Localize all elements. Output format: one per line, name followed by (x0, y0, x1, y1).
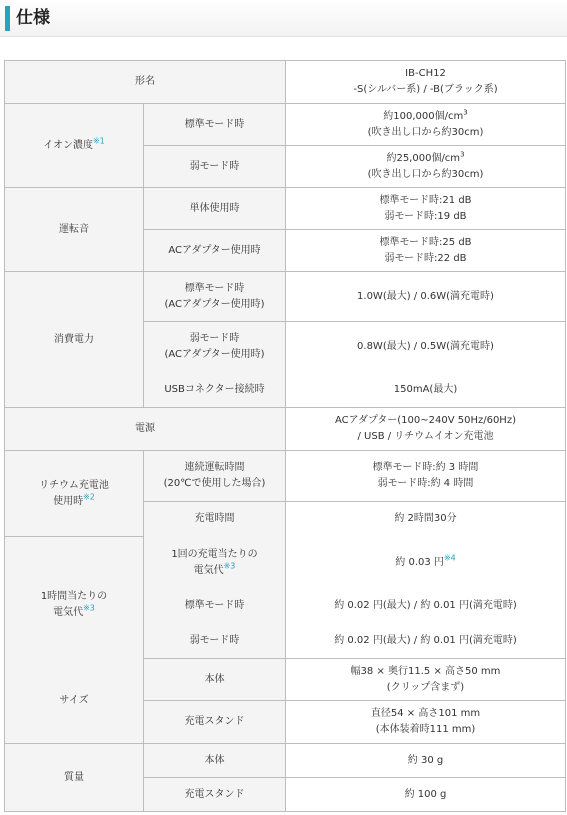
hourly-weak-value: 約 0.02 円(最大) / 約 0.01 円(満充電時) (286, 623, 566, 659)
power-label: 消費電力 (5, 272, 144, 408)
noise-single-label: 単体使用時 (144, 188, 286, 230)
ion-standard-value (286, 104, 566, 146)
battery-continuous-label-line1: 連続運転時間 (184, 462, 245, 473)
model-line1: IB-CH12 (405, 68, 446, 79)
ion-standard-line2: (吹き出し口から約30cm) (367, 126, 484, 138)
battery-note: ※2 (83, 492, 95, 502)
ion-weak-line2: (吹き出し口から約30cm) (367, 168, 484, 180)
size-stand-label: 充電スタンド (144, 701, 286, 744)
battery-continuous-line1: 標準モード時:約 3 時間 (372, 462, 479, 473)
size-label: サイズ (5, 659, 144, 744)
table-row (5, 272, 566, 322)
ion-standard-label: 標準モード時 (144, 104, 286, 146)
battery-charge-label: 充電時間 (144, 502, 286, 537)
header-accent-bar (5, 6, 10, 31)
battery-label (5, 451, 144, 537)
power-weak-label-line1: 弱モード時 (189, 332, 240, 344)
hourly-weak-label: 弱モード時 (144, 623, 286, 659)
power-standard-label-line1: 標準モード時 (184, 282, 245, 294)
noise-ac-value (286, 230, 566, 272)
size-stand-value (286, 701, 566, 744)
noise-single-line2: 弱モード時:19 dB (384, 210, 467, 222)
table-row (5, 744, 566, 778)
battery-charge-value: 約 2時間30分 (286, 502, 566, 537)
ion-standard-prefix: 約100,000個/cm (383, 110, 464, 122)
ion-note: ※1 (92, 136, 105, 146)
weight-label: 質量 (5, 744, 144, 812)
size-body-label: 本体 (144, 659, 286, 701)
table-row (5, 451, 566, 502)
hourly-standard-value: 約 0.02 円(最大) / 約 0.01 円(満充電時) (286, 589, 566, 623)
power-weak-value: 0.8W(最大) / 0.5W(満充電時) (286, 322, 566, 372)
hourly-note: ※3 (83, 603, 95, 613)
table-row (5, 408, 566, 451)
table-row (5, 537, 566, 589)
power-standard-label (144, 272, 286, 322)
battery-per-charge-note: ※3 (223, 561, 236, 571)
battery-continuous-value (286, 451, 566, 502)
noise-ac-line2: 弱モード時:22 dB (384, 252, 467, 264)
hourly-label-line1: 1時間当たりの (40, 591, 108, 602)
model-line2: -S(シルバー系) / -B(ブラック系) (353, 84, 498, 95)
battery-per-charge-label-line1: 1回の充電当たりの (171, 548, 258, 560)
battery-per-charge-label-line2-wrap (147, 563, 282, 579)
table-row (5, 659, 566, 701)
size-stand-line1: 直径54 × 高さ101 mm (370, 708, 481, 719)
table-row (5, 61, 566, 104)
power-standard-value: 1.0W(最大) / 0.6W(満充電時) (286, 272, 566, 322)
power-usb-label: USBコネクター接続時 (144, 372, 286, 408)
battery-label-line2: 使用時 (53, 495, 84, 507)
noise-single-value (286, 188, 566, 230)
supply-value (286, 408, 566, 451)
supply-label: 電源 (5, 408, 286, 451)
battery-label-line2-wrap (8, 494, 140, 510)
power-weak-label (144, 322, 286, 372)
weight-stand-label: 充電スタンド (144, 778, 286, 812)
hourly-label (5, 589, 144, 659)
battery-continuous-label (144, 451, 286, 502)
battery-per-charge-label (144, 537, 286, 589)
table-row (5, 104, 566, 146)
battery-continuous-label-line2: (20℃で使用した場合) (163, 478, 266, 489)
spec-table (4, 60, 566, 812)
ion-weak-prefix: 約25,000個/cm (386, 152, 461, 164)
model-value (286, 61, 566, 104)
ion-weak-label: 弱モード時 (144, 146, 286, 188)
supply-line2: / USB / リチウムイオン充電池 (357, 431, 494, 442)
hourly-label-line2: 電気代 (53, 607, 84, 618)
supply-line1: ACアダプター(100~240V 50Hz/60Hz) (335, 415, 516, 426)
ion-standard-sup: 3 (463, 108, 468, 117)
battery-continuous-line2: 弱モード時:約 4 時間 (377, 478, 474, 489)
ion-standard-line1 (289, 109, 562, 125)
weight-body-value: 約 30 g (286, 744, 566, 778)
noise-single-line1: 標準モード時:21 dB (379, 194, 472, 206)
ion-weak-value (286, 146, 566, 188)
ion-weak-line1 (289, 151, 562, 167)
hourly-standard-label: 標準モード時 (144, 589, 286, 623)
battery-label-line1: リチウム充電池 (39, 479, 109, 491)
hourly-label-line2-wrap (8, 605, 140, 621)
weight-body-label: 本体 (144, 744, 286, 778)
size-body-value (286, 659, 566, 701)
hourly-label-blank (5, 537, 144, 589)
ion-label-cell (5, 104, 144, 188)
power-standard-label-line2: (ACアダプター使用時) (164, 298, 265, 310)
battery-per-charge-value-note: ※4 (443, 553, 456, 563)
noise-label: 運転音 (5, 188, 144, 272)
size-body-line1: 幅38 × 奥行11.5 × 高さ50 mm (350, 665, 501, 677)
battery-per-charge-label-line2: 電気代 (193, 564, 224, 576)
battery-per-charge-amount: 約 0.03 円 (395, 556, 444, 568)
weight-stand-value: 約 100 g (286, 778, 566, 812)
size-stand-line2: (本体装着時111 mm) (375, 724, 476, 735)
noise-ac-label: ACアダプター使用時 (144, 230, 286, 272)
size-body-line2: (クリップ含まず) (386, 681, 465, 693)
battery-per-charge-value (286, 537, 566, 589)
noise-ac-line1: 標準モード時:25 dB (379, 236, 472, 248)
table-row (5, 188, 566, 230)
model-label: 形名 (5, 61, 286, 104)
page-title: 仕様 (16, 8, 50, 28)
section-header (0, 0, 567, 37)
power-weak-label-line2: (ACアダプター使用時) (164, 348, 265, 360)
power-usb-value: 150mA(最大) (286, 372, 566, 408)
ion-label: イオン濃度 (43, 139, 93, 151)
table-row (5, 589, 566, 623)
ion-weak-sup: 3 (460, 150, 465, 159)
